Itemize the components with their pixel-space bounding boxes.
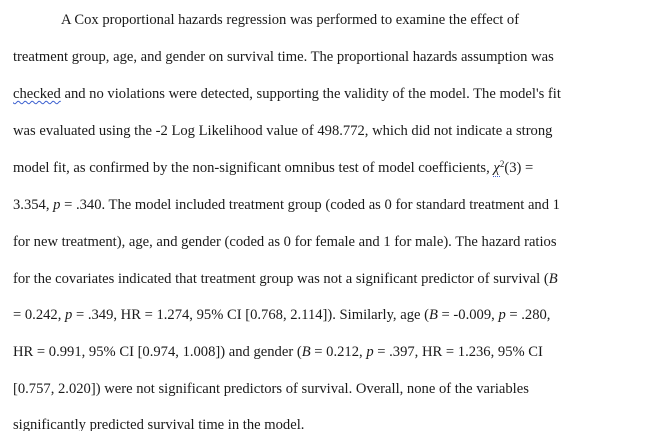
paragraph-line-12: significantly predicted survival time in the model. bbox=[13, 417, 305, 431]
paragraph-line-11: [0.757, 2.020]) were not significant predictors of survival. Overall, none of the variables bbox=[13, 381, 529, 397]
paragraph-line-10: HR = 0.991, 95% CI [0.974, 1.008]) and gender (B = 0.212, p = .397, HR = 1.236, 95% CI bbox=[13, 344, 543, 360]
spellcheck-flagged-word[interactable]: checked bbox=[13, 86, 61, 102]
paragraph-line-8: for the covariates indicated that treatment group was not a significant predictor of survival (B bbox=[13, 271, 558, 287]
paragraph-line-9: = 0.242, p = .349, HR = 1.274, 95% CI [0.768, 2.114]). Similarly, age (B = -0.009, p = .280, bbox=[13, 307, 551, 323]
chi-square-superscript: 2 bbox=[499, 159, 505, 169]
chi-square-symbol[interactable]: χ bbox=[493, 160, 500, 176]
paragraph-line-4: was evaluated using the -2 Log Likelihood value of 498.772, which did not indicate a strong bbox=[13, 123, 553, 139]
paragraph-line-7: for new treatment), age, and gender (coded as 0 for female and 1 for male). The hazard ratios bbox=[13, 234, 557, 250]
paragraph-line-6: 3.354, p = .340. The model included treatment group (coded as 0 for standard treatment and 1 bbox=[13, 197, 560, 213]
paragraph-line-1: A Cox proportional hazards regression was performed to examine the effect of bbox=[61, 12, 520, 28]
paragraph-line-5: model fit, as confirmed by the non-significant omnibus test of model coefficients, $\chi^2(3)$ = bbox=[13, 159, 534, 176]
paragraph-line-2: treatment group, age, and gender on survival time. The proportional hazards assumption was bbox=[13, 49, 554, 65]
paragraph-line-3: checked and no violations were detected, supporting the validity of the model. The model's fit bbox=[13, 86, 561, 102]
